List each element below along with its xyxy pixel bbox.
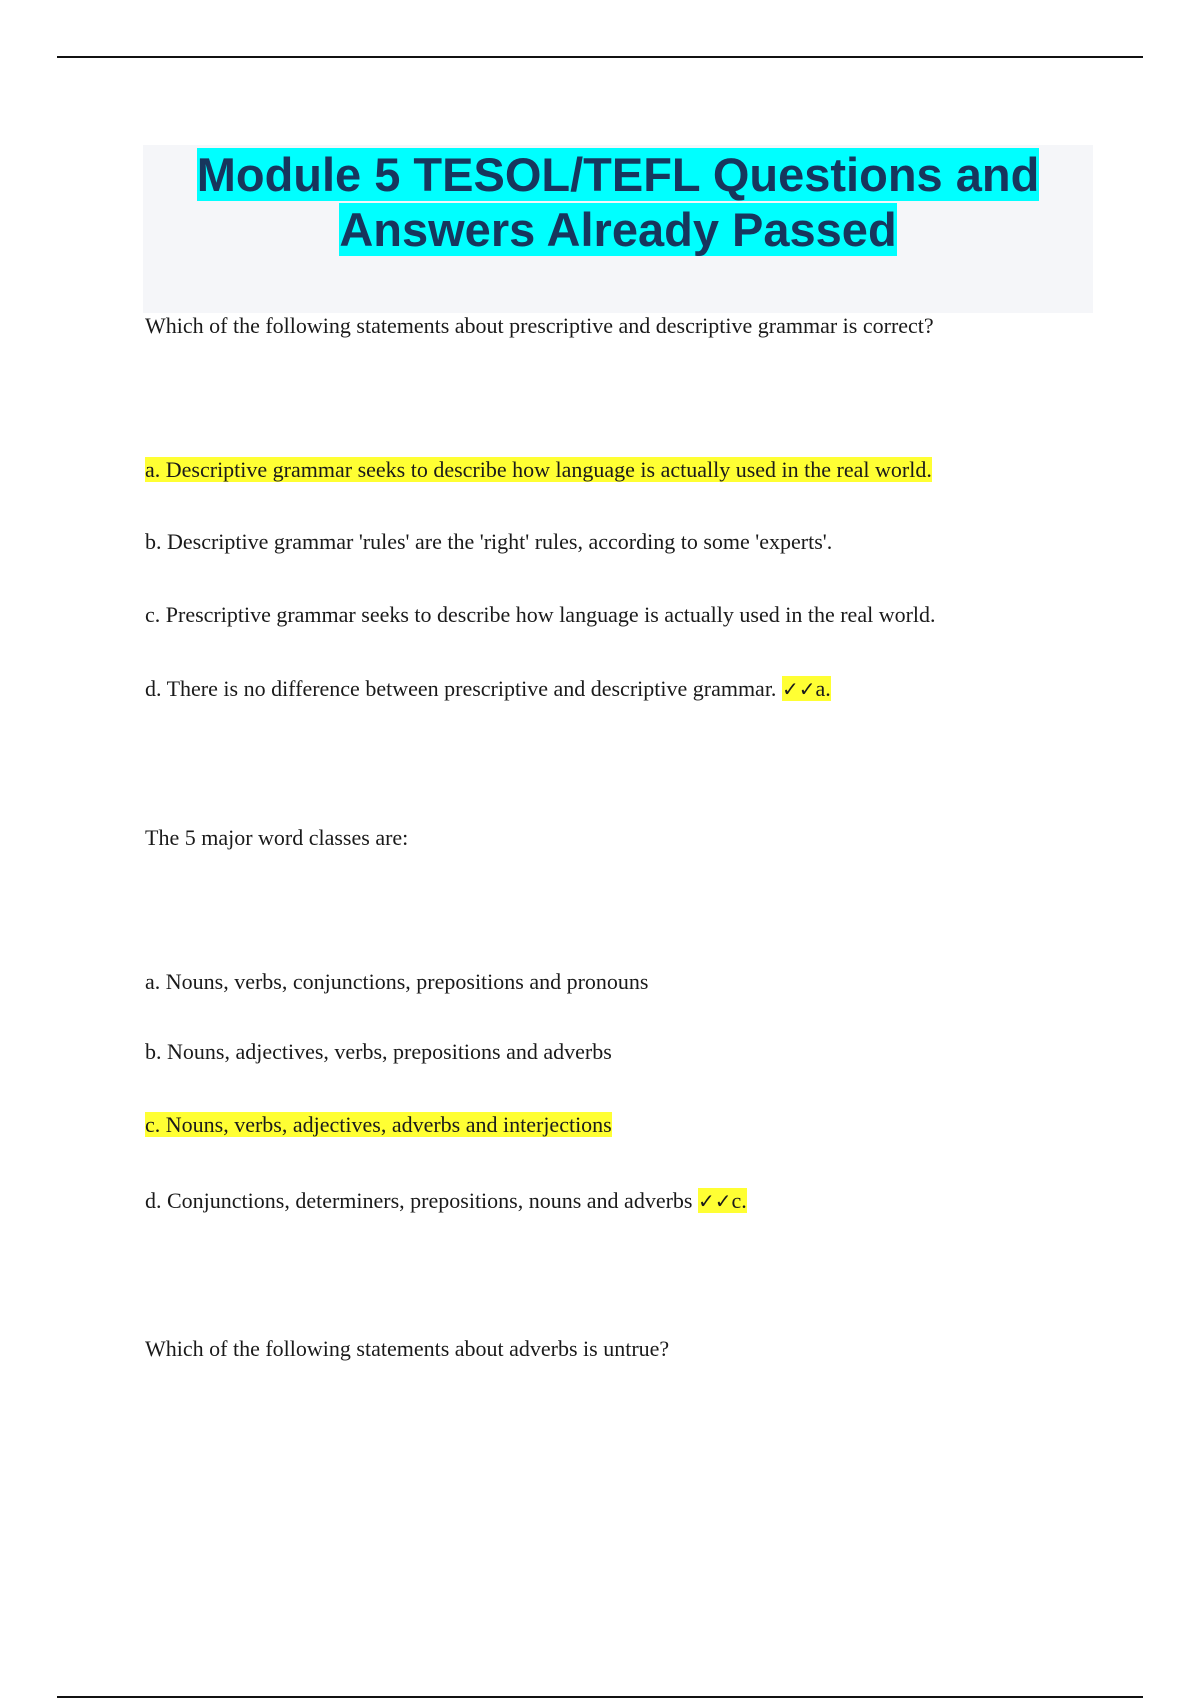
question-1-option-c: c. Prescriptive grammar seeks to describe how language is actually used in the real world. (145, 602, 936, 627)
bottom-rule (57, 1696, 1143, 1698)
question-2-prompt: The 5 major word classes are: (145, 825, 409, 850)
question-2-option-b: b. Nouns, adjectives, verbs, prepositions and adverbs (145, 1039, 612, 1064)
title-block (143, 145, 1093, 313)
correct-answer-highlight: c. Nouns, verbs, adjectives, adverbs and interjections (145, 1112, 612, 1137)
question-1-prompt: Which of the following statements about prescriptive and descriptive grammar is correct? (145, 313, 934, 338)
question-1-option-a (145, 457, 932, 483)
question-2-option-a: a. Nouns, verbs, conjunctions, prepositions and pronouns (145, 969, 649, 994)
answer-key-letter: c. (731, 1188, 747, 1213)
question-1-option-d (145, 676, 831, 702)
title-line-1: Module 5 TESOL/TEFL Questions and (196, 148, 1040, 201)
answer-key-letter: a. (815, 676, 831, 701)
question-2-option-c (145, 1112, 612, 1138)
double-check-icon: ✓✓ (781, 677, 816, 701)
option-d-text: d. Conjunctions, determiners, prepositions, nouns and adverbs (145, 1188, 693, 1213)
answer-key (782, 676, 831, 701)
option-d-text: d. There is no difference between prescriptive and descriptive grammar. (145, 676, 777, 701)
question-1-option-b: b. Descriptive grammar 'rules' are the 'right' rules, according to some 'experts'. (145, 529, 833, 554)
page-title (143, 145, 1093, 257)
double-check-icon: ✓✓ (697, 1189, 732, 1213)
title-line-2: Answers Already Passed (339, 203, 897, 256)
question-3-prompt: Which of the following statements about adverbs is untrue? (145, 1336, 670, 1361)
question-2-option-d (145, 1188, 747, 1214)
top-rule (57, 56, 1143, 58)
correct-answer-highlight: a. Descriptive grammar seeks to describe how language is actually used in the real world. (145, 457, 932, 482)
answer-key (698, 1188, 747, 1213)
